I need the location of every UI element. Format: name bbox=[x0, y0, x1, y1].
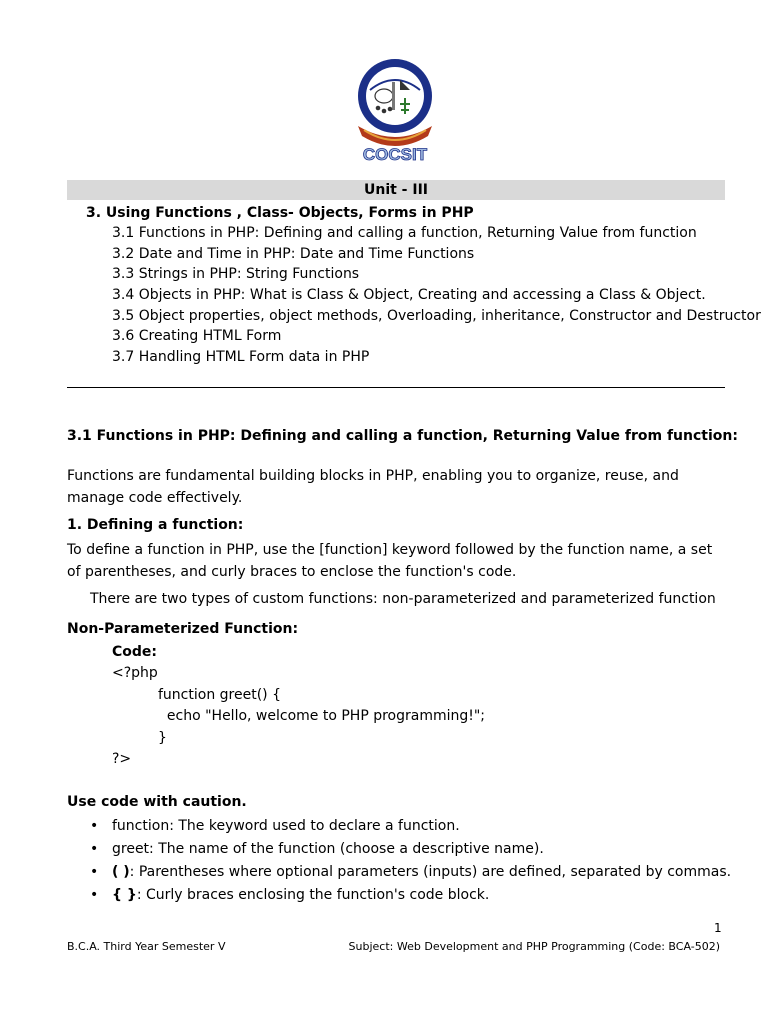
toc-item: 3.2 Date and Time in PHP: Date and Time Functions bbox=[112, 245, 475, 262]
list-item bbox=[90, 815, 731, 838]
define-paragraph: To define a function in PHP, use the [function] keyword followed by the function name, a set of parentheses, and curly braces to enclose the function's code. bbox=[67, 542, 713, 580]
footer-right: Subject: Web Development and PHP Programming (Code: BCA-502) bbox=[348, 940, 720, 953]
toc-item: 3.7 Handling HTML Form data in PHP bbox=[112, 349, 370, 366]
bullet-text: function: The keyword used to declare a function. bbox=[112, 818, 460, 834]
divider bbox=[67, 387, 725, 388]
footer-left: B.C.A. Third Year Semester V bbox=[67, 940, 226, 953]
code-line: <?php bbox=[112, 665, 158, 681]
bullet-text: : Parentheses where optional parameters (inputs) are defined, separated by commas. bbox=[129, 864, 732, 880]
bullet-icon: • bbox=[90, 841, 99, 857]
code-line: function greet() { bbox=[158, 687, 281, 703]
nonparam-heading: Non-Parameterized Function: bbox=[67, 621, 299, 637]
toc-item: 3.4 Objects in PHP: What is Class & Object, Creating and accessing a Class & Object. bbox=[112, 287, 706, 304]
bullet-icon: • bbox=[90, 887, 99, 903]
bullet-icon: • bbox=[90, 818, 99, 834]
list-item bbox=[90, 884, 731, 907]
subsection-heading: 1. Defining a function: bbox=[67, 517, 244, 533]
college-logo bbox=[350, 52, 440, 164]
toc-item: 3.6 Creating HTML Form bbox=[112, 328, 282, 345]
code-line: ?> bbox=[112, 751, 132, 767]
code-label: Code: bbox=[112, 644, 158, 660]
types-paragraph: There are two types of custom functions: non-parameterized and parameterized function bbox=[90, 591, 716, 607]
page-number: 1 bbox=[714, 921, 722, 935]
bullet-term: ( ) bbox=[112, 864, 130, 880]
code-line: } bbox=[158, 730, 167, 746]
logo-text: COCSIT bbox=[362, 145, 428, 164]
toc-item: 3.3 Strings in PHP: String Functions bbox=[112, 266, 360, 283]
unit-title: Unit - III bbox=[67, 180, 725, 200]
bullet-list bbox=[90, 815, 731, 907]
bullet-text: : Curly braces enclosing the function's code block. bbox=[136, 887, 490, 903]
section-title: 3.1 Functions in PHP: Defining and calling a function, Returning Value from function: bbox=[67, 428, 738, 444]
bullet-icon: • bbox=[90, 864, 99, 880]
toc-item: 3.1 Functions in PHP: Defining and calling a function, Returning Value from function bbox=[112, 225, 697, 241]
code-line: echo "Hello, welcome to PHP programming!"; bbox=[158, 708, 486, 724]
unit-heading: 3. Using Functions , Class- Objects, Forms in PHP bbox=[86, 205, 474, 221]
table-of-contents bbox=[112, 223, 761, 368]
emblem-icon bbox=[350, 52, 440, 164]
list-item bbox=[90, 838, 731, 861]
bullet-text: greet: The name of the function (choose a descriptive name). bbox=[112, 841, 544, 857]
toc-item: 3.5 Object properties, object methods, Overloading, inheritance, Constructor and Destructor bbox=[112, 307, 761, 324]
bullet-term: { } bbox=[112, 887, 137, 903]
list-item bbox=[90, 861, 731, 884]
caution-heading: Use code with caution. bbox=[67, 794, 247, 810]
intro-paragraph: Functions are fundamental building blocks in PHP, enabling you to organize, reuse, and manage code effectively. bbox=[67, 468, 679, 506]
